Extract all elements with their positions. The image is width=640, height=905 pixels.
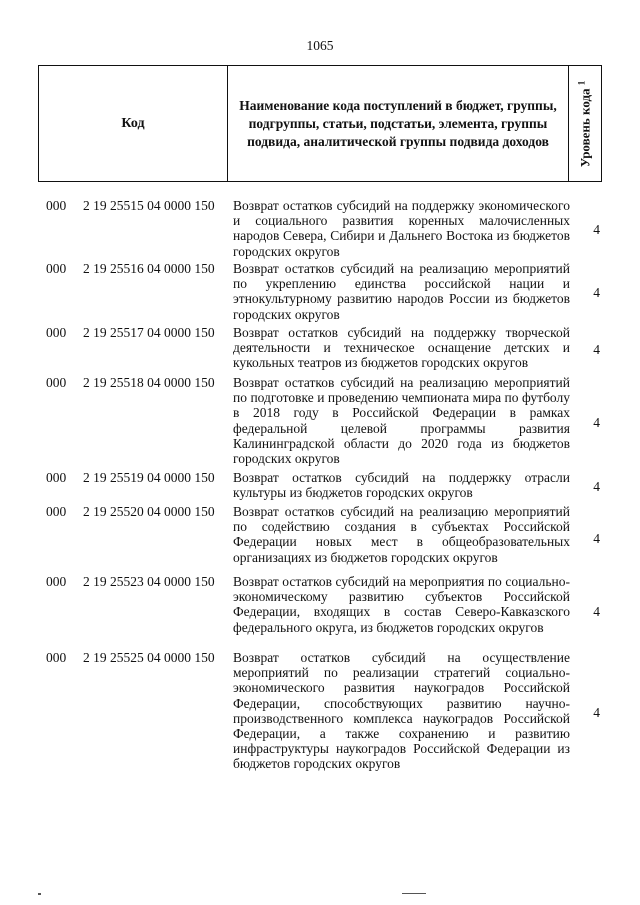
row-prefix: 000	[46, 198, 67, 213]
row-prefix: 000	[46, 325, 67, 340]
row-prefix: 000	[46, 574, 67, 589]
row-prefix: 000	[46, 650, 67, 665]
row-name: Возврат остатков субсидий на реализацию мероприятий по подготовке и проведению чемпионата мира по футболу в 2018 году в Российской Федерации в рамках федеральной целевой программы развития Калининградской области до 2020 года из бюджетов городских округов	[233, 375, 570, 467]
row-code: 2 19 25520 04 0000 150	[83, 504, 215, 519]
row-code: 2 19 25525 04 0000 150	[83, 650, 215, 665]
table-body	[0, 198, 640, 775]
row-name: Возврат остатков субсидий на поддержку творческой деятельности и техническое оснащение детских и кукольных театров из бюджетов городских округов	[233, 325, 570, 371]
table-row	[0, 325, 640, 375]
header-code: Код	[39, 66, 228, 181]
row-level: 4	[593, 479, 600, 494]
row-prefix: 000	[46, 504, 67, 519]
header-level-text	[576, 80, 593, 167]
row-level: 4	[593, 604, 600, 619]
table-row	[0, 470, 640, 504]
row-name: Возврат остатков субсидий на мероприятия по социально-экономическому развитию субъектов Российской Федерации, входящих в состав Северо-Кавказского федерального округа, из бюджетов городских округов	[233, 574, 570, 635]
scan-speck	[402, 893, 426, 894]
page-number: 1065	[306, 38, 334, 53]
row-level: 4	[593, 531, 600, 546]
header-level	[569, 66, 601, 181]
header-level-label: Уровень кода	[577, 87, 593, 167]
row-level: 4	[593, 704, 600, 720]
header-level-footnote: 1	[576, 80, 587, 85]
table-row	[0, 375, 640, 470]
header-name: Наименование кода поступлений в бюджет, группы, подгруппы, статьи, подстатьи, элемента, группы подвида, аналитической группы подвида доходов	[228, 66, 569, 181]
table-row	[0, 504, 640, 574]
row-prefix: 000	[46, 375, 67, 390]
row-code: 2 19 25523 04 0000 150	[83, 574, 215, 589]
row-code: 2 19 25517 04 0000 150	[83, 325, 215, 340]
row-name: Возврат остатков субсидий на поддержку отрасли культуры из бюджетов городских округов	[233, 470, 570, 501]
row-prefix: 000	[46, 261, 67, 276]
table-row	[0, 574, 640, 650]
row-code: 2 19 25519 04 0000 150	[83, 470, 215, 485]
table-row	[0, 261, 640, 325]
row-level: 4	[593, 285, 600, 300]
scan-speck	[38, 893, 41, 895]
row-level: 4	[593, 221, 600, 237]
row-code: 2 19 25518 04 0000 150	[83, 375, 215, 390]
row-code: 2 19 25515 04 0000 150	[83, 198, 215, 213]
row-prefix: 000	[46, 470, 67, 485]
row-name: Возврат остатков субсидий на осуществление мероприятий по реализации стратегий социально-экономического развития наукоградов Российской Федерации, способствующих развитию научно-производственного комплекса наукоградов Российской Федерации, а также сохранению и развитию инфраструктуры наукоградов Российской Федерации из бюджетов городских округов	[233, 650, 570, 772]
table-row	[0, 198, 640, 261]
table-header	[38, 65, 602, 182]
row-name: Возврат остатков субсидий на реализацию мероприятий по содействию создания в субъектах Российской Федерации новых мест в общеобразовательных организациях из бюджетов городских округов	[233, 504, 570, 565]
row-level: 4	[593, 414, 600, 430]
row-code: 2 19 25516 04 0000 150	[83, 261, 215, 276]
row-level: 4	[593, 342, 600, 357]
row-name: Возврат остатков субсидий на реализацию мероприятий по укреплению единства российской нации и этнокультурному развитию народов России из бюджетов городских округов	[233, 261, 570, 322]
row-name: Возврат остатков субсидий на поддержку экономического и социального развития коренных малочисленных народов Севера, Сибири и Дальнего Востока из бюджетов городских округов	[233, 198, 570, 259]
table-row	[0, 650, 640, 775]
